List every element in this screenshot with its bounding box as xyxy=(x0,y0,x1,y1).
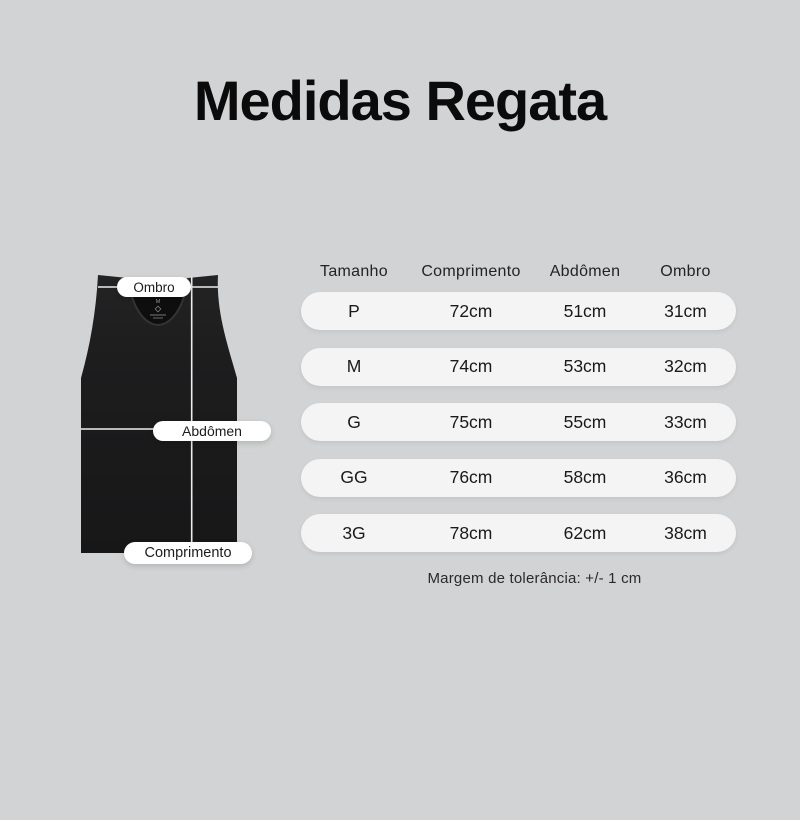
comprimento-cell: 74cm xyxy=(449,356,493,376)
ombro-cell: 38cm xyxy=(664,522,707,543)
measure-label-text: Comprimento xyxy=(144,545,232,561)
size-table-header xyxy=(301,263,736,281)
size-cell: GG xyxy=(340,467,368,487)
collar-label-text-line xyxy=(153,318,163,319)
ombro-cell: 32cm xyxy=(664,356,707,376)
abdomen-cell: 51cm xyxy=(563,300,607,321)
size-cell: 3G xyxy=(342,522,366,543)
abdomen-cell: 58cm xyxy=(563,467,607,487)
column-header-tamanho: Tamanho xyxy=(320,263,388,280)
collar-label-text-line xyxy=(150,315,166,316)
table-row xyxy=(301,403,736,441)
column-header-ombro: Ombro xyxy=(660,263,711,280)
comprimento-cell: 72cm xyxy=(449,300,493,321)
size-table xyxy=(301,263,736,587)
ombro-cell: 36cm xyxy=(664,467,707,487)
abdomen-cell: 62cm xyxy=(563,522,607,543)
table-row xyxy=(301,514,736,552)
size-cell: P xyxy=(348,300,360,321)
measure-label-text: Abdômen xyxy=(182,423,242,439)
comprimento-cell: 76cm xyxy=(449,467,493,487)
column-header-abdomen: Abdômen xyxy=(549,263,621,280)
column-header-comprimento: Comprimento xyxy=(421,263,521,280)
tolerance-note: Margem de tolerância: +/- 1 cm xyxy=(427,569,642,587)
page-title: Medidas Regata xyxy=(193,69,607,132)
comprimento-cell: 78cm xyxy=(449,522,493,543)
abdomen-cell: 53cm xyxy=(563,356,607,376)
comprimento-cell: 75cm xyxy=(449,411,493,432)
abdomen-cell: 55cm xyxy=(563,411,607,432)
size-cell: M xyxy=(346,356,362,376)
table-row xyxy=(301,459,736,497)
measure-label-comprimento xyxy=(124,542,252,564)
table-row xyxy=(301,348,736,386)
measure-label-ombro xyxy=(117,277,191,297)
tank-top-figure xyxy=(40,250,300,580)
ombro-cell: 33cm xyxy=(664,411,707,432)
measure-label-text: Ombro xyxy=(133,279,175,295)
tank-top-illustration xyxy=(40,250,300,580)
collar-size-letter: M xyxy=(155,299,161,305)
ombro-cell: 31cm xyxy=(664,300,707,321)
table-row xyxy=(301,292,736,330)
size-cell: G xyxy=(347,411,361,432)
measure-label-abdomen xyxy=(153,421,271,441)
